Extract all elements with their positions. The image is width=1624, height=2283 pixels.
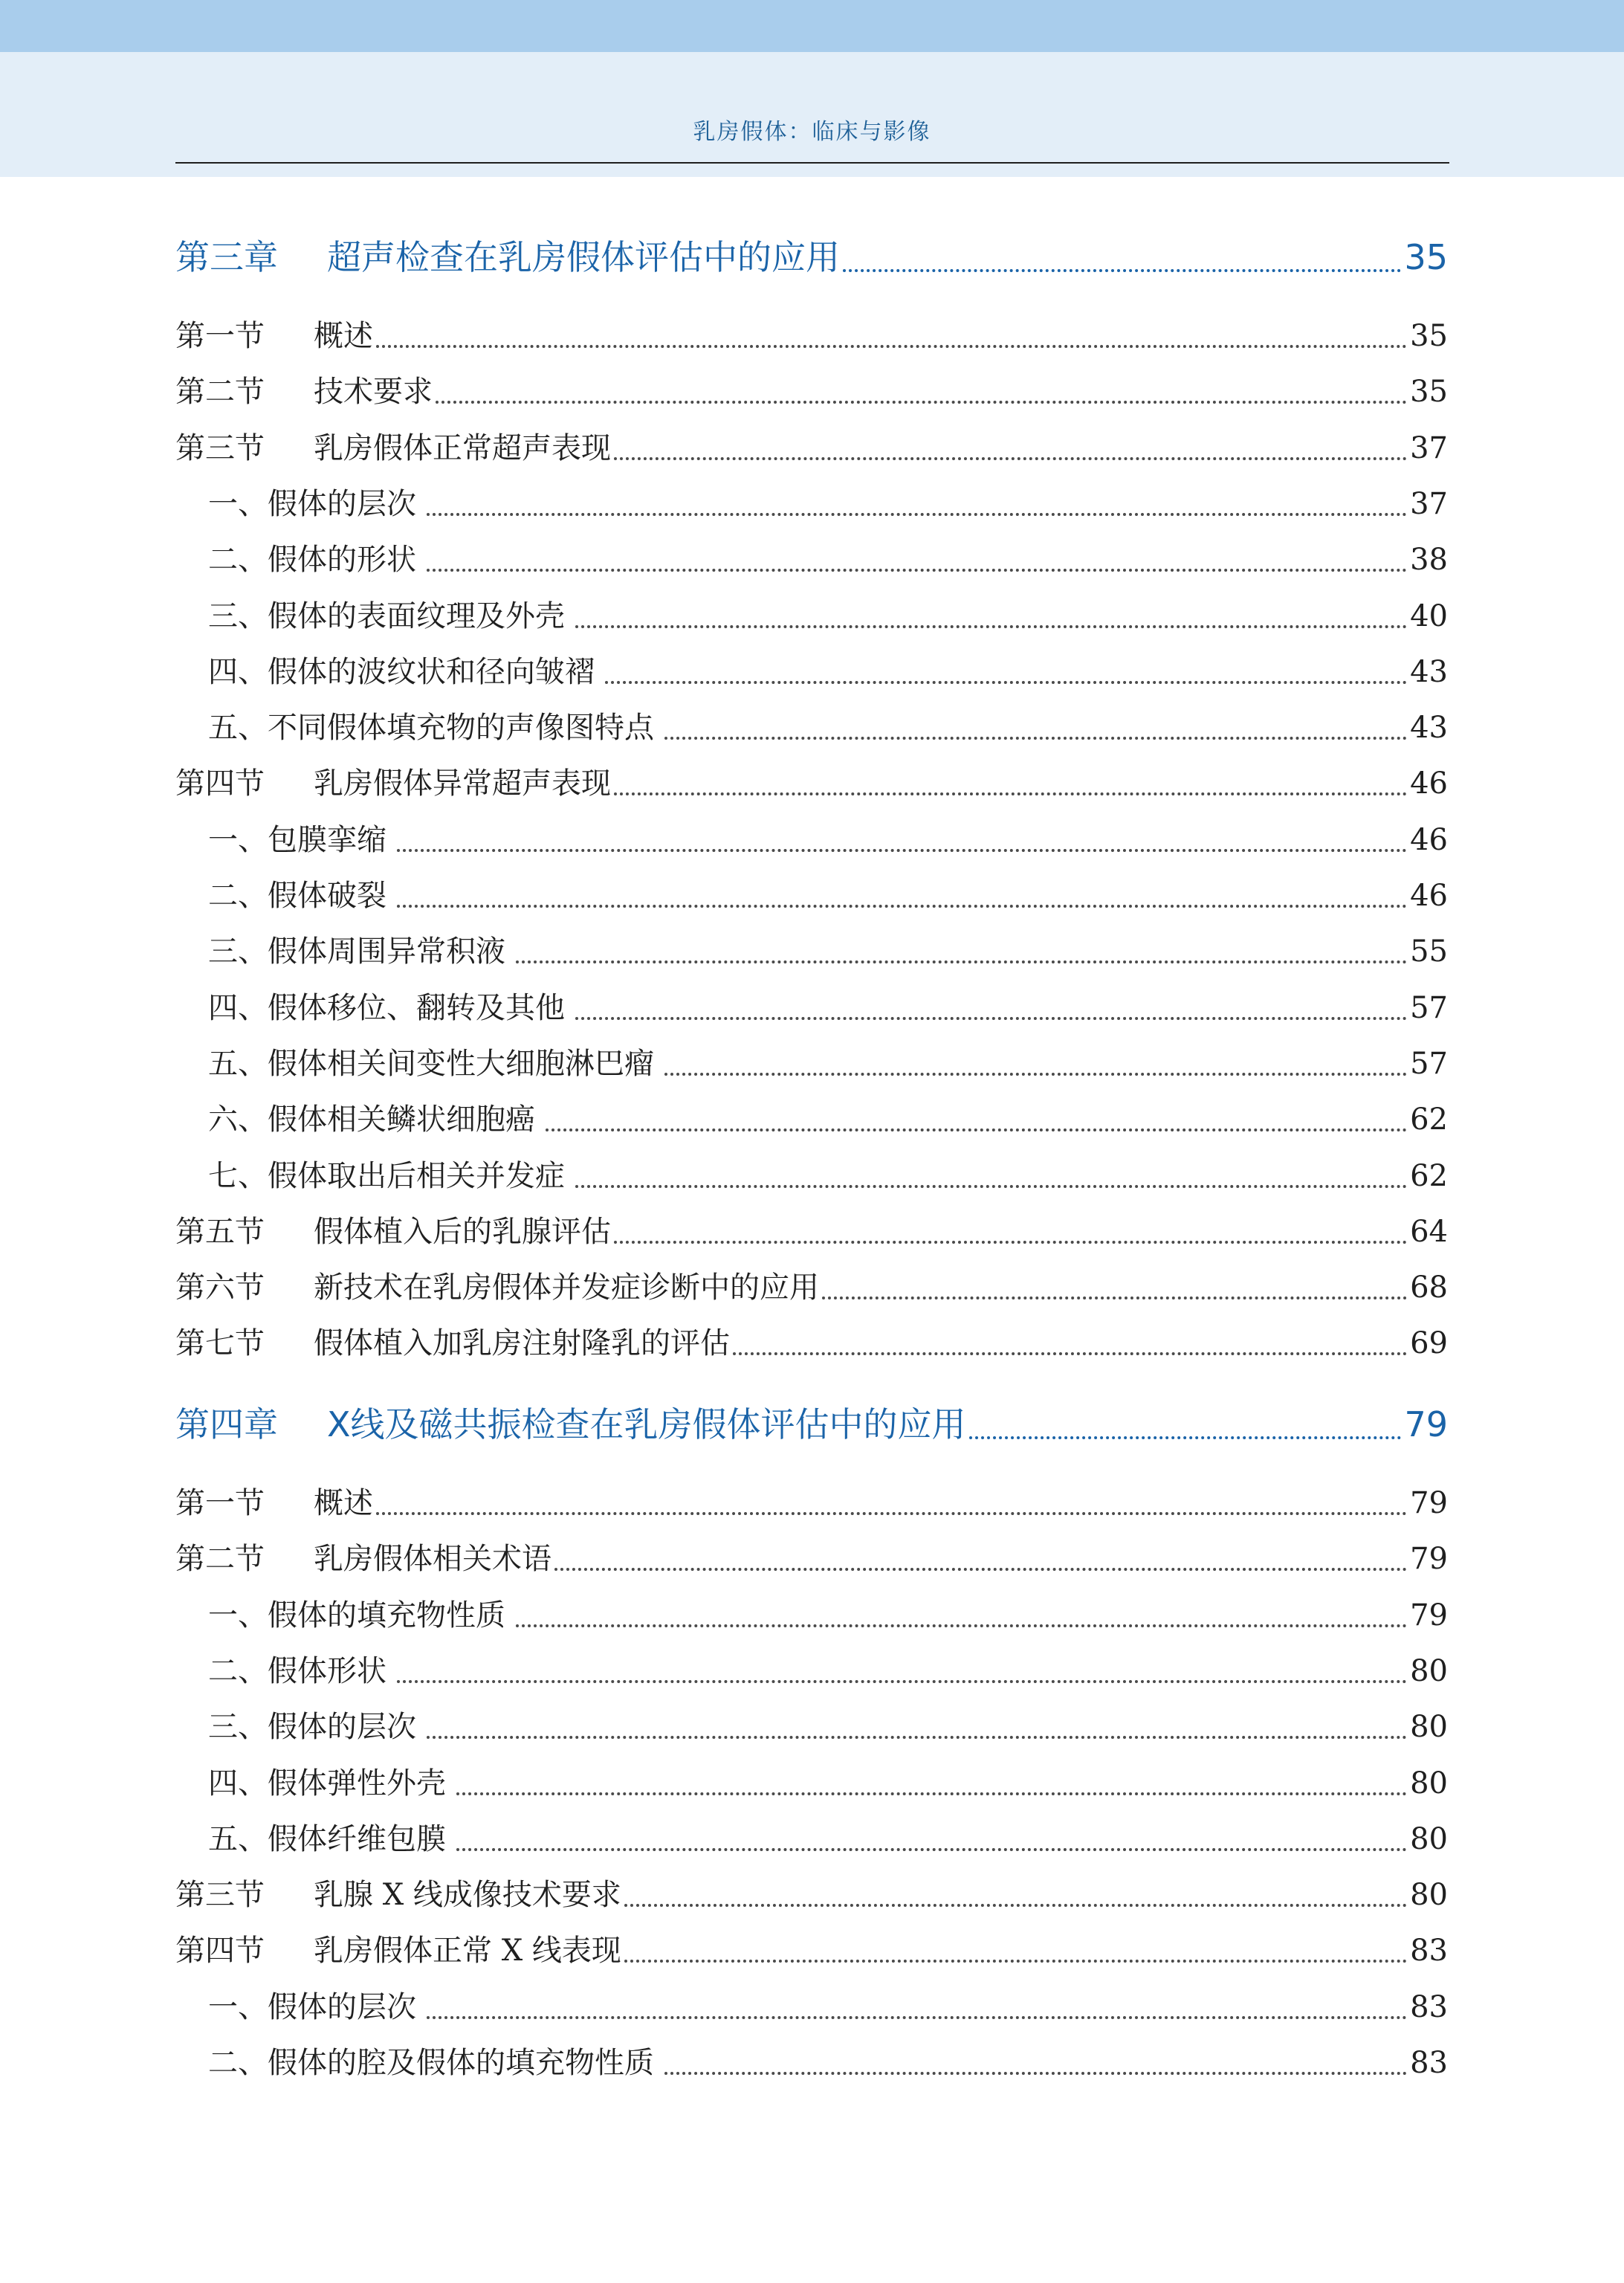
dot-leader (427, 2015, 1407, 2019)
toc-subsection-entry (175, 648, 1448, 693)
subsection-title: 一、假体的层次 (208, 486, 416, 521)
running-title: 乳房假体：临床与影像 (693, 119, 931, 145)
chapter-number: 第四章 (175, 1404, 278, 1444)
toc-section-entry (175, 1535, 1448, 1580)
dot-leader (614, 456, 1407, 460)
dot-leader (427, 512, 1407, 516)
entry-page-number: 80 (1410, 1821, 1448, 1856)
chapter-title: 超声检查在乳房假体评估中的应用 (327, 237, 840, 277)
section-number: 第七节 (175, 1326, 265, 1361)
toc-section-entry (175, 424, 1448, 469)
dot-leader (575, 1016, 1407, 1020)
toc-subsection-entry (175, 1096, 1448, 1140)
subsection-title: 三、假体的表面纹理及外壳 (208, 598, 565, 633)
entry-page-number: 35 (1410, 375, 1448, 410)
entry-page-number: 69 (1410, 1326, 1448, 1361)
dot-leader (843, 268, 1401, 272)
dot-leader (605, 680, 1407, 684)
subsection-title: 三、假体周围异常积液 (208, 934, 505, 969)
section-title: 假体植入加乳房注射隆乳的评估 (314, 1326, 730, 1361)
toc-subsection-entry (175, 1152, 1448, 1197)
entry-page-number: 83 (1410, 2046, 1448, 2080)
section-title: 乳腺 X 线成像技术要求 (314, 1878, 621, 1913)
toc-section-entry (175, 1479, 1448, 1524)
section-title: 概述 (314, 1486, 373, 1520)
subsection-title: 五、假体纤维包膜 (208, 1821, 446, 1856)
entry-page-number: 79 (1410, 1542, 1448, 1577)
toc-subsection-entry (175, 536, 1448, 581)
entry-page-number: 62 (1410, 1158, 1448, 1193)
entry-page-number: 80 (1410, 1766, 1448, 1801)
entry-page-number: 68 (1410, 1270, 1448, 1305)
header-rule (175, 162, 1449, 164)
entry-page-number: 43 (1410, 711, 1448, 746)
entry-page-number: 79 (1410, 1598, 1448, 1633)
toc-subsection-entry (175, 928, 1448, 972)
toc-subsection-entry (175, 704, 1448, 749)
section-number: 第六节 (175, 1270, 265, 1305)
toc-subsection-entry (175, 984, 1448, 1029)
entry-page-number: 37 (1410, 430, 1448, 465)
dot-leader (397, 848, 1407, 852)
entry-page-number: 46 (1410, 766, 1448, 801)
entry-page-number: 38 (1410, 543, 1448, 578)
dot-leader (456, 1792, 1407, 1795)
section-number: 第三节 (175, 1878, 265, 1913)
subsection-title: 二、假体形状 (208, 1653, 386, 1688)
entry-page-number: 83 (1410, 1989, 1448, 2024)
section-title: 乳房假体正常 X 线表现 (314, 1934, 621, 1969)
dot-leader (436, 400, 1407, 404)
section-title: 乳房假体异常超声表现 (314, 766, 611, 801)
dot-leader (575, 1184, 1407, 1188)
dot-leader (575, 624, 1407, 628)
section-title: 乳房假体相关术语 (314, 1542, 551, 1577)
dot-leader (516, 960, 1407, 963)
toc-section-entry (175, 1320, 1448, 1364)
dot-leader (733, 1352, 1407, 1355)
subsection-title: 二、假体的腔及假体的填充物性质 (208, 2046, 654, 2080)
dot-leader (624, 1903, 1407, 1907)
entry-page-number: 57 (1410, 990, 1448, 1025)
chapter-page-number: 35 (1404, 237, 1448, 277)
toc-chapter-heading (175, 230, 1448, 282)
dot-leader (397, 1679, 1407, 1683)
entry-page-number: 79 (1410, 1486, 1448, 1520)
toc-subsection-entry (175, 872, 1448, 917)
subsection-title: 四、假体弹性外壳 (208, 1766, 446, 1801)
toc-section-entry (175, 312, 1448, 357)
toc-subsection-entry (175, 1983, 1448, 2028)
section-number: 第一节 (175, 1486, 265, 1520)
dot-leader (397, 904, 1407, 908)
toc-chapter-heading (175, 1398, 1448, 1450)
toc-section-entry (175, 1871, 1448, 1916)
section-number: 第二节 (175, 1542, 265, 1577)
section-number: 第三节 (175, 430, 265, 465)
entry-page-number: 40 (1410, 598, 1448, 633)
dot-leader (614, 1240, 1407, 1244)
entry-page-number: 35 (1410, 319, 1448, 353)
entry-page-number: 83 (1410, 1934, 1448, 1969)
subsection-title: 五、假体相关间变性大细胞淋巴瘤 (208, 1046, 654, 1081)
subsection-title: 三、假体的层次 (208, 1710, 416, 1745)
section-title: 乳房假体正常超声表现 (314, 430, 611, 465)
chapter-page-number: 79 (1404, 1404, 1448, 1444)
toc-section-entry (175, 368, 1448, 413)
dot-leader (427, 1735, 1407, 1739)
dot-leader (664, 2071, 1407, 2075)
section-number: 第四节 (175, 1934, 265, 1969)
entry-page-number: 64 (1410, 1214, 1448, 1249)
toc-subsection-entry (175, 1760, 1448, 1804)
chapter-title: X线及磁共振检查在乳房假体评估中的应用 (327, 1404, 966, 1444)
subsection-title: 一、假体的填充物性质 (208, 1598, 505, 1633)
dot-leader (554, 1567, 1407, 1571)
chapter-number: 第三章 (175, 237, 278, 277)
subsection-title: 四、假体移位、翻转及其他 (208, 990, 565, 1025)
toc-subsection-entry (175, 2039, 1448, 2084)
entry-page-number: 46 (1410, 879, 1448, 913)
entry-page-number: 80 (1410, 1653, 1448, 1688)
section-number: 第二节 (175, 375, 265, 410)
entry-page-number: 80 (1410, 1710, 1448, 1745)
dot-leader (969, 1436, 1402, 1439)
section-number: 第一节 (175, 319, 265, 353)
section-number: 第四节 (175, 766, 265, 801)
section-title: 技术要求 (314, 375, 433, 410)
toc-section-entry (175, 1208, 1448, 1253)
dot-leader (376, 1511, 1407, 1515)
subsection-title: 五、不同假体填充物的声像图特点 (208, 711, 654, 746)
entry-page-number: 57 (1410, 1046, 1448, 1081)
dot-leader (614, 792, 1407, 795)
dot-leader (376, 344, 1407, 348)
toc-subsection-entry (175, 1647, 1448, 1692)
toc-subsection-entry (175, 1815, 1448, 1860)
entry-page-number: 55 (1410, 934, 1448, 969)
dot-leader (664, 736, 1407, 740)
dot-leader (546, 1128, 1407, 1131)
subsection-title: 二、假体破裂 (208, 879, 386, 913)
subsection-title: 二、假体的形状 (208, 543, 416, 578)
subsection-title: 一、包膜挛缩 (208, 822, 386, 857)
dot-leader (516, 1624, 1407, 1627)
toc-subsection-entry (175, 1703, 1448, 1748)
toc-subsection-entry (175, 592, 1448, 637)
toc-section-entry (175, 760, 1448, 804)
subsection-title: 四、假体的波纹状和径向皱褶 (208, 654, 595, 689)
subsection-title: 六、假体相关鳞状细胞癌 (208, 1102, 535, 1137)
subsection-title: 七、假体取出后相关并发症 (208, 1158, 565, 1193)
entry-page-number: 43 (1410, 654, 1448, 689)
section-title: 新技术在乳房假体并发症诊断中的应用 (314, 1270, 819, 1305)
toc-subsection-entry (175, 1592, 1448, 1636)
subsection-title: 一、假体的层次 (208, 1989, 416, 2024)
section-number: 第五节 (175, 1214, 265, 1249)
toc-subsection-entry (175, 480, 1448, 525)
entry-page-number: 62 (1410, 1102, 1448, 1137)
dot-leader (624, 1959, 1407, 1963)
toc-section-entry (175, 1927, 1448, 1972)
toc-subsection-entry (175, 816, 1448, 861)
entry-page-number: 37 (1410, 486, 1448, 521)
dot-leader (664, 1072, 1407, 1076)
section-title: 假体植入后的乳腺评估 (314, 1214, 611, 1249)
entry-page-number: 46 (1410, 822, 1448, 857)
entry-page-number: 80 (1410, 1878, 1448, 1913)
toc-section-entry (175, 1264, 1448, 1308)
toc-subsection-entry (175, 1040, 1448, 1085)
dot-leader (822, 1296, 1407, 1299)
section-title: 概述 (314, 319, 373, 353)
dot-leader (456, 1847, 1407, 1851)
top-color-band (0, 0, 1624, 52)
dot-leader (427, 568, 1407, 572)
